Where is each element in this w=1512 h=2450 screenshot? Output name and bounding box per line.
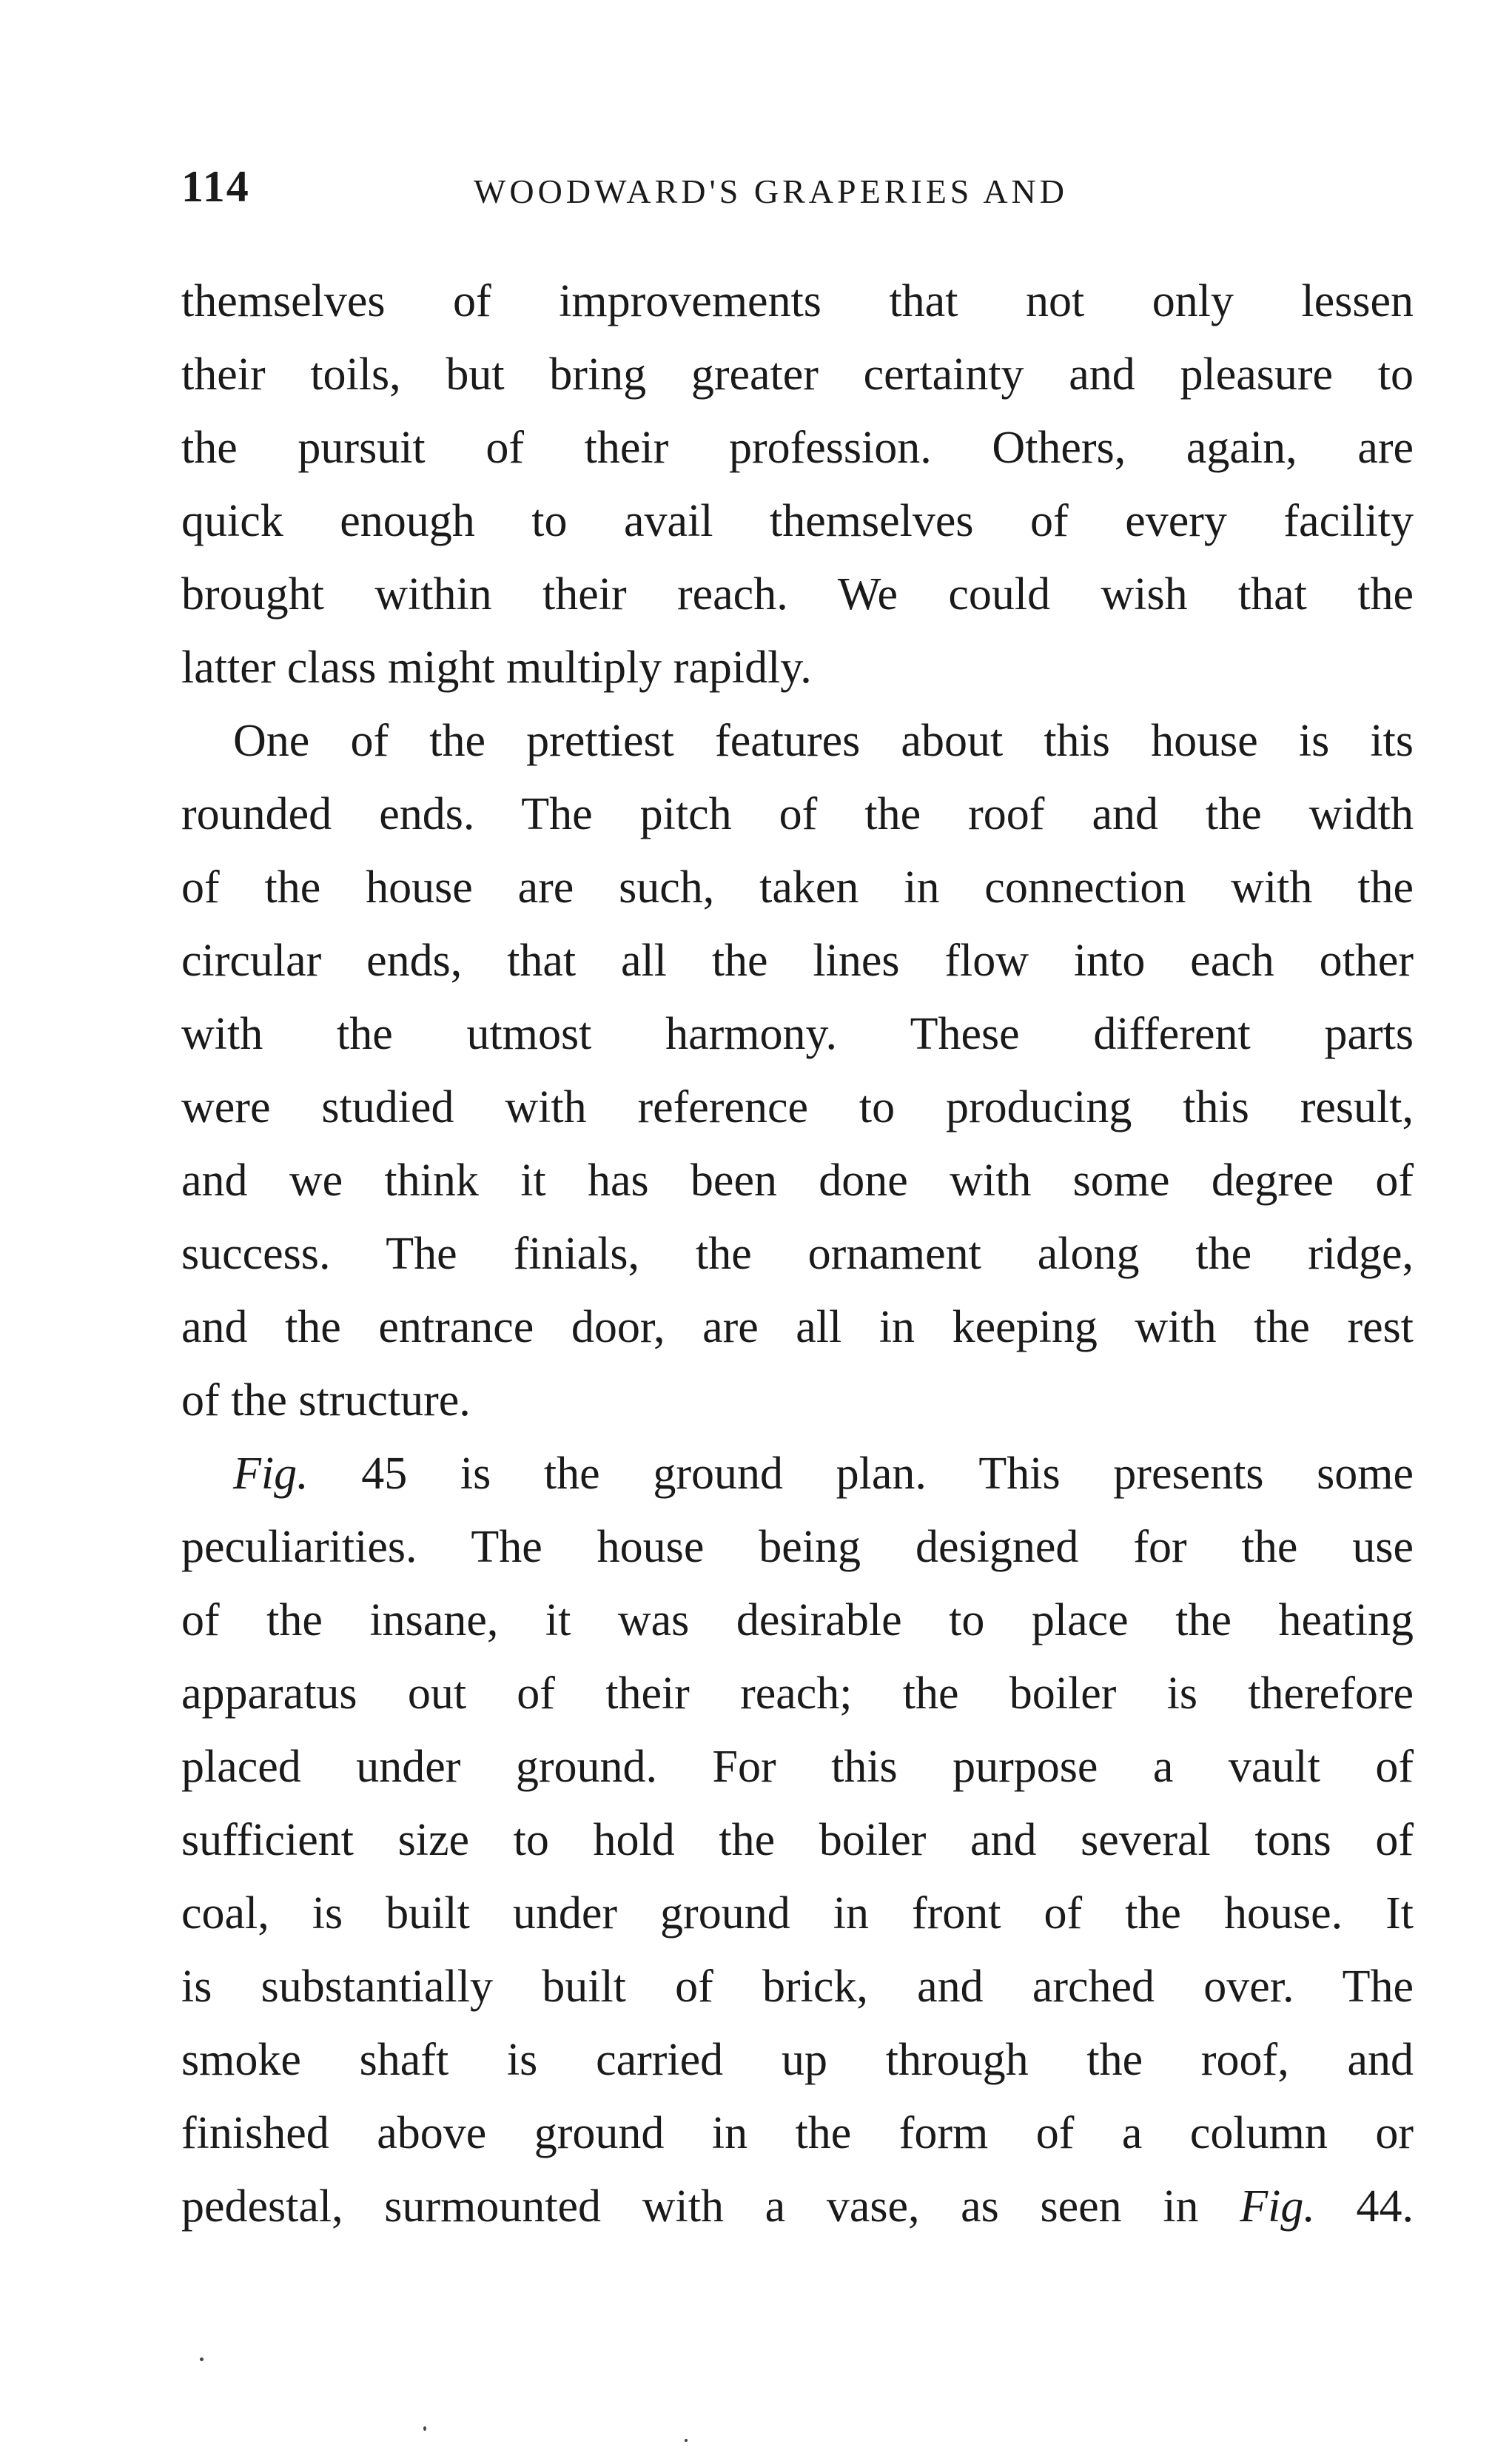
text-line: sufficient size to hold the boiler and several tons of [181, 1815, 1414, 1865]
text-line: circular ends, that all the lines flow into each other [181, 936, 1414, 986]
text-line: quick enough to avail themselves of every facility [181, 496, 1414, 546]
text-line: and we think it has been done with some degree of [181, 1155, 1414, 1206]
text-line [181, 2181, 1414, 2232]
text-line: placed under ground. For this purpose a vault of [181, 1742, 1414, 1792]
text-line: brought within their reach. We could wish that the [181, 569, 1414, 620]
text-line: apparatus out of their reach; the boiler is therefore [181, 1668, 1414, 1719]
text-run: 45 is the ground plan. This presents some [308, 1449, 1414, 1499]
text-line: One of the prettiest features about this house is its [233, 716, 1414, 766]
text-run: 44. [1314, 2181, 1414, 2232]
text-line: were studied with reference to producing this result, [181, 1082, 1414, 1132]
text-line: finished above ground in the form of a column or [181, 2108, 1414, 2158]
scan-speck [685, 2439, 688, 2442]
text-line: of the insane, it was desirable to place the heating [181, 1595, 1414, 1645]
text-line: and the entrance door, are all in keeping with the rest [181, 1302, 1414, 1352]
text-line: with the utmost harmony. These different parts [181, 1009, 1414, 1059]
text-line: rounded ends. The pitch of the roof and the width [181, 789, 1414, 839]
text-line: smoke shaft is carried up through the roof, and [181, 2035, 1414, 2085]
text-line: of the structure. [181, 1375, 471, 1426]
figure-reference: Fig. [233, 1449, 309, 1499]
text-line: their toils, but bring greater certainty and pleasure to [181, 349, 1414, 400]
text-line: of the house are such, taken in connection with the [181, 862, 1414, 913]
text-line: peculiarities. The house being designed for the use [181, 1522, 1414, 1572]
text-line: the pursuit of their profession. Others, again, are [181, 423, 1414, 473]
figure-reference: Fig. [1240, 2181, 1315, 2232]
text-line: is substantially built of brick, and arched over. The [181, 1961, 1414, 2012]
running-title: WOODWARD'S GRAPERIES AND [474, 172, 1068, 210]
text-line: success. The finials, the ornament along the ridge, [181, 1229, 1414, 1279]
page-number: 114 [181, 162, 250, 211]
scan-speck [200, 2357, 204, 2361]
text-line: latter class might multiply rapidly. [181, 642, 812, 693]
scan-speck [423, 2426, 426, 2431]
text-run: pedestal, surmounted with a vase, as seen in [181, 2181, 1240, 2232]
text-line: themselves of improvements that not only lessen [181, 276, 1414, 326]
text-line: coal, is built under ground in front of the house. It [181, 1888, 1414, 1939]
text-line [233, 1451, 1414, 1497]
